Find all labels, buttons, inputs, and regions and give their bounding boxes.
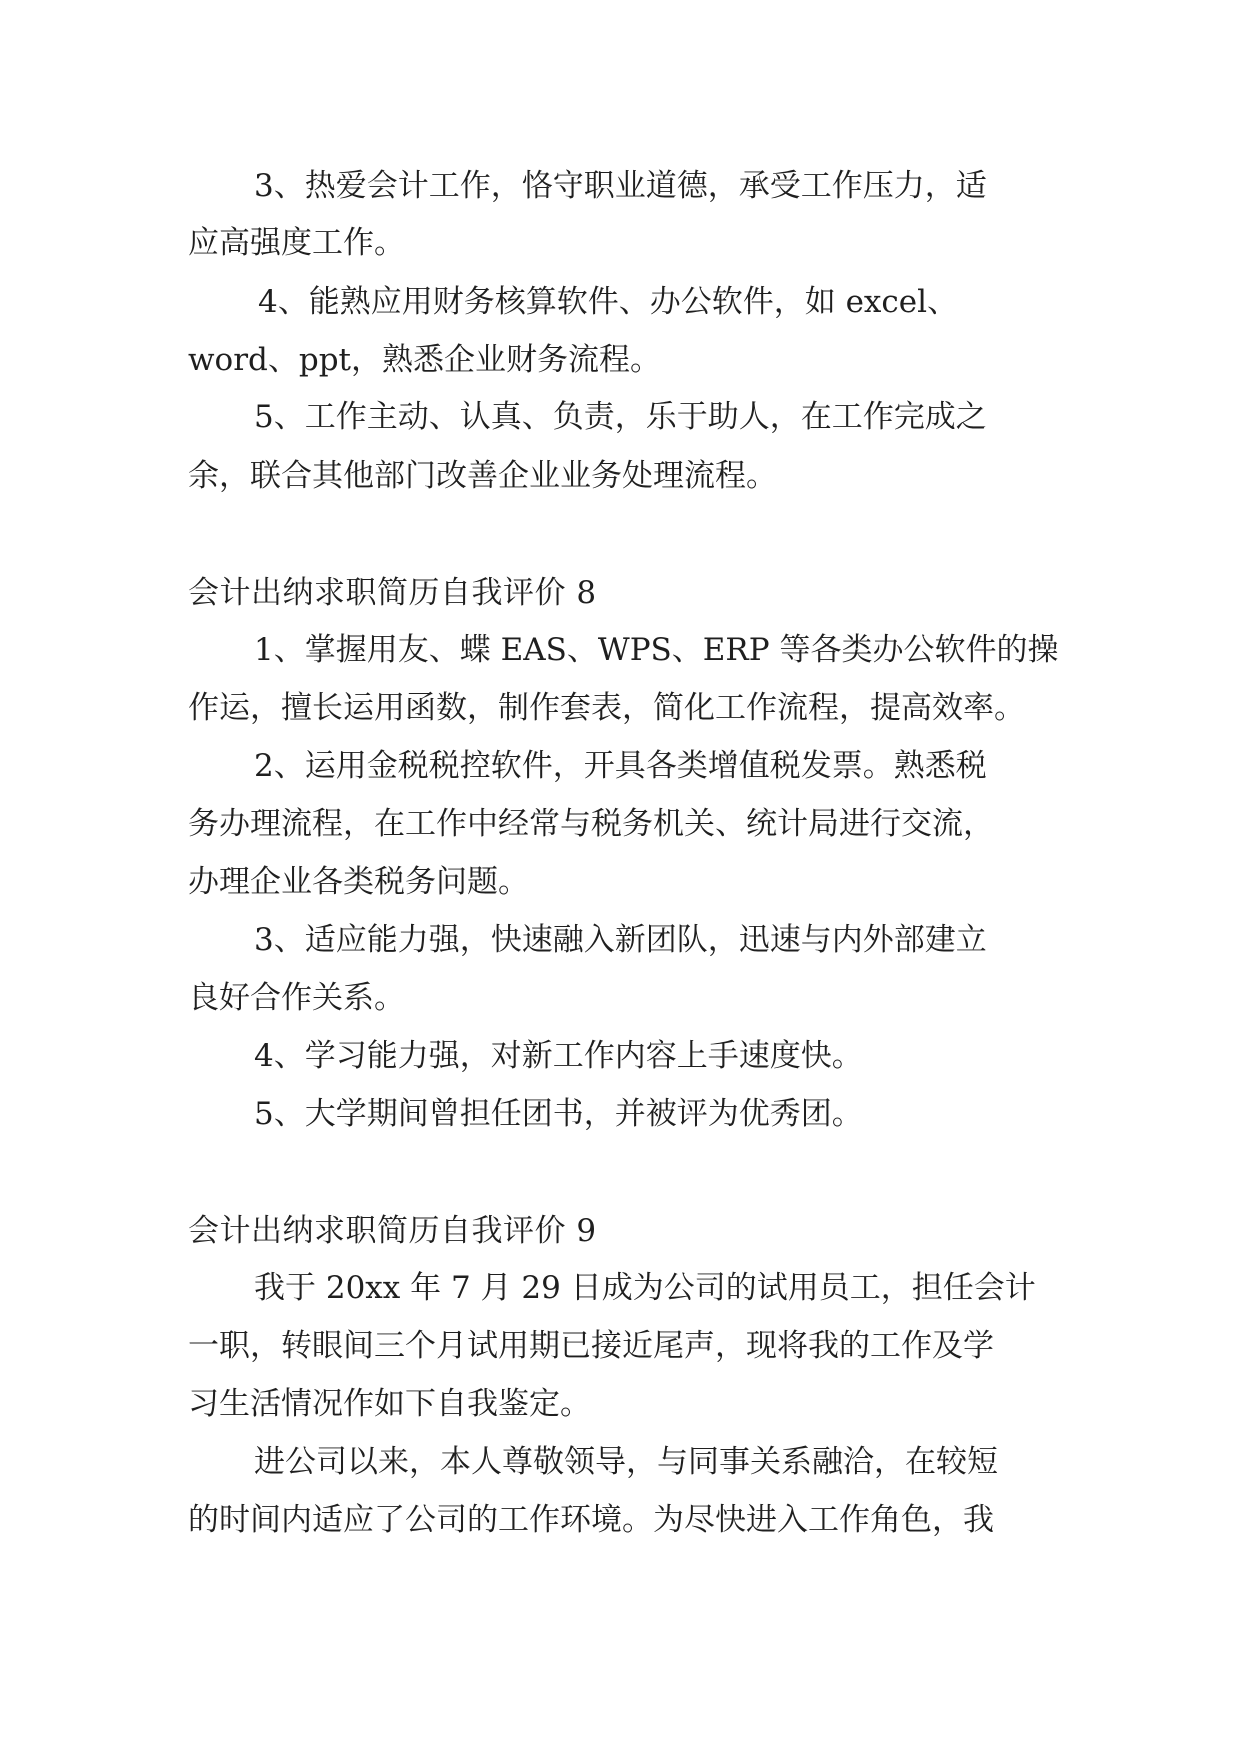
text-line: 务办理流程，在工作中经常与税务机关、统计局进行交流，	[188, 806, 994, 842]
text-line: 应高强度工作。	[188, 225, 405, 261]
text-line: 3、适应能力强，快速融入新团队，迅速与内外部建立	[254, 922, 987, 958]
text-line: 一职，转眼间三个月试用期已接近尾声，现将我的工作及学	[188, 1328, 994, 1364]
text-line: 进公司以来，本人尊敬领导，与同事关系融洽，在较短	[254, 1444, 998, 1480]
section-heading-9: 会计出纳求职简历自我评价 9	[188, 1213, 597, 1249]
text-line: 余，联合其他部门改善企业业务处理流程。	[188, 458, 777, 494]
text-line: 良好合作关系。	[188, 980, 405, 1016]
section-heading-8: 会计出纳求职简历自我评价 8	[188, 575, 597, 611]
text-line: 办理企业各类税务问题。	[188, 864, 529, 900]
text-line: 习生活情况作如下自我鉴定。	[188, 1386, 591, 1422]
text-line: 5、工作主动、认真、负责，乐于助人，在工作完成之	[254, 399, 987, 435]
text-line: 的时间内适应了公司的工作环境。为尽快进入工作角色，我	[188, 1502, 994, 1538]
text-line: 作运，擅长运用函数，制作套表，简化工作流程，提高效率。	[188, 690, 1025, 726]
text-line: 2、运用金税税控软件，开具各类增值税发票。熟悉税	[254, 748, 987, 784]
text-line: 1、掌握用友、蝶 EAS、WPS、ERP 等各类办公软件的操	[254, 632, 1059, 668]
text-line: 4、学习能力强，对新工作内容上手速度快。	[254, 1038, 863, 1074]
text-line: 我于 20xx 年 7 月 29 日成为公司的试用员工，担任会计	[254, 1270, 1036, 1306]
text-line: word、ppt，熟悉企业财务流程。	[188, 342, 662, 378]
text-line: 5、大学期间曾担任团书，并被评为优秀团。	[254, 1096, 863, 1132]
text-line: 3、热爱会计工作，恪守职业道德，承受工作压力，适	[254, 168, 987, 204]
text-line: 4、能熟应用财务核算软件、办公软件，如 excel、	[258, 284, 959, 320]
